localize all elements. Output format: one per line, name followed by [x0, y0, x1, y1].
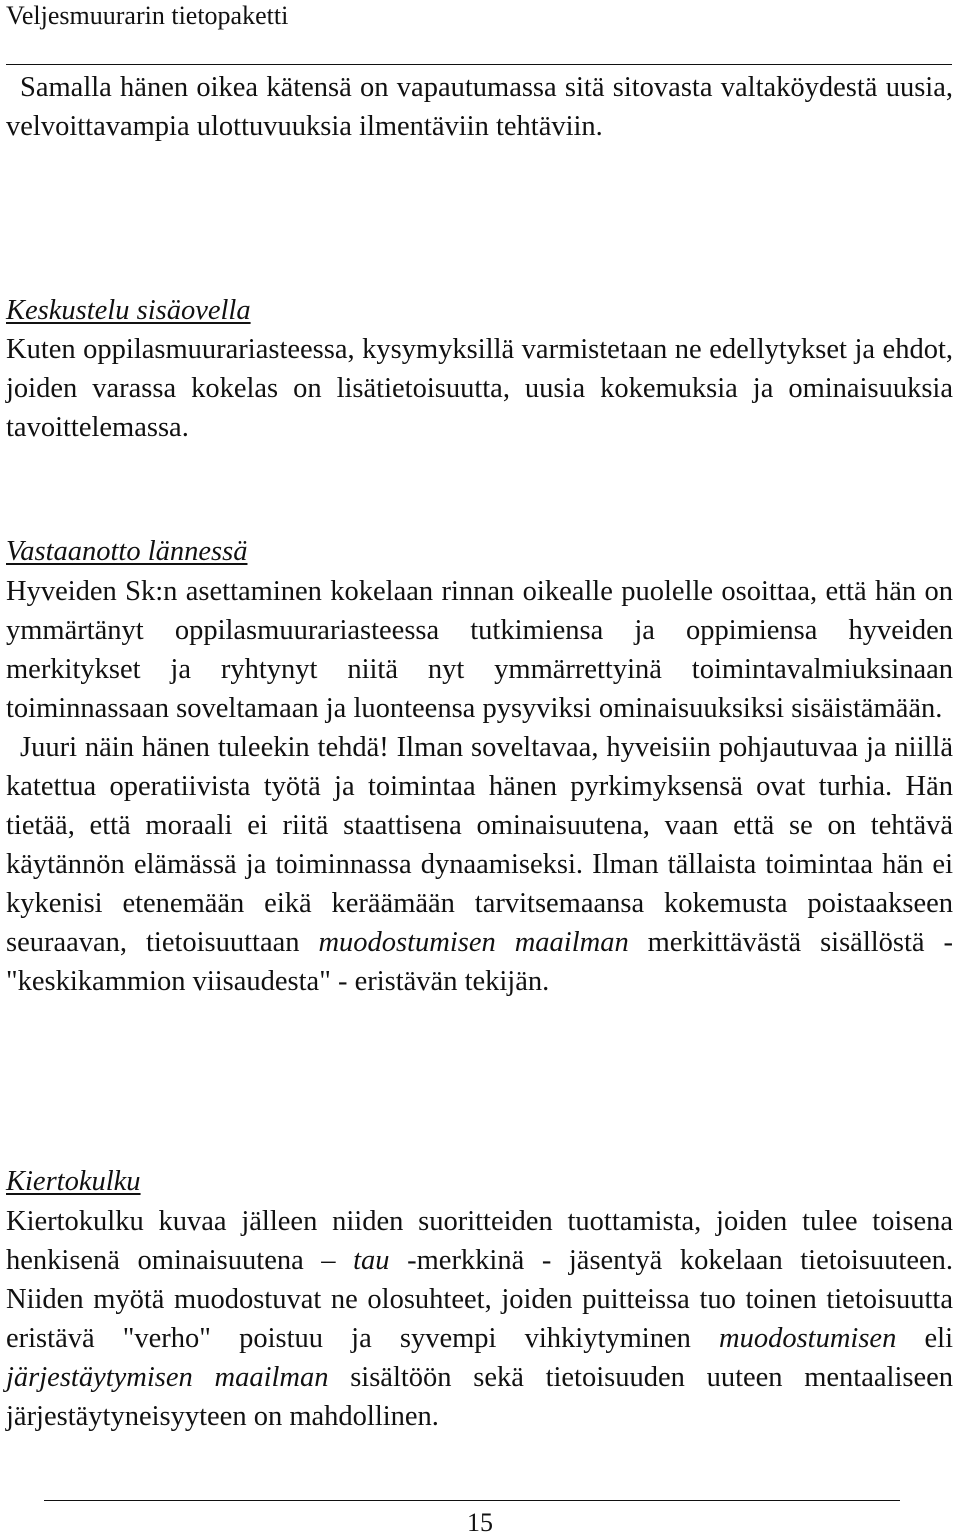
section-heading-keskustelu: Keskustelu sisäovella	[6, 295, 251, 326]
emphasis-text: muodostumisen	[719, 1323, 897, 1354]
emphasis-text: muodostumisen maailman	[318, 927, 629, 958]
paragraph: Samalla hänen oikea kätensä on vapautumassa sitä sitovasta valtaköydestä uusia, velvoittavampia ulottuvuuksia ilmentäviin tehtäviin.	[6, 72, 953, 142]
text-run: sisältöön sekä tietoisuuden uuteen mentaaliseen järjestäytyneisyyteen on mahdollinen.	[6, 1362, 953, 1432]
section-body-vastaanotto	[6, 572, 953, 1001]
page-number: 15	[467, 1508, 493, 1537]
text-run: eli	[896, 1323, 953, 1354]
continuation-paragraph	[6, 68, 953, 146]
text-run: Kiertokulku kuvaa jälleen niiden suoritteiden tuottamista, joiden tulee toisena henkisenä ominaisuutena –	[6, 1206, 953, 1276]
text-run: merkittävästä sisällöstä - "keskikammion viisaudesta" - eristävän tekijän.	[6, 927, 953, 997]
running-header: Veljesmuurarin tietopaketti	[6, 1, 289, 30]
section-heading-vastaanotto: Vastaanotto lännessä	[6, 536, 248, 567]
paragraph: Hyveiden Sk:n asettaminen kokelaan rinnan oikealle puolelle osoittaa, että hän on ymmärtänyt oppilasmuurariasteessa tutkimiensa ja oppimiensa hyveiden merkitykset ja ryhtynyt niitä nyt ymmärrettyinä toimintavalmiuksinaan toiminnassaan soveltamaan ja luonteensa pysyviksi ominaisuuksiksi sisäistämään.	[6, 576, 953, 724]
emphasis-text: tau	[353, 1245, 390, 1276]
emphasis-text: järjestäytymisen maailman	[6, 1362, 329, 1393]
paragraph	[6, 728, 953, 1001]
section-heading-kiertokulku: Kiertokulku	[6, 1166, 141, 1197]
section-body-kiertokulku	[6, 1202, 953, 1436]
paragraph: Kuten oppilasmuurariasteessa, kysymyksillä varmistetaan ne edellytykset ja ehdot, joiden varassa kokelas on lisätietoisuutta, uusia kokemuksia ja ominaisuuksia tavoittelemassa.	[6, 334, 953, 443]
paragraph	[6, 1202, 953, 1436]
text-run: -merkkinä - jäsentyä kokelaan tietoisuuteen. Niiden myötä muodostuvat ne olosuhteet, joiden puitteissa tuo toinen tietoisuutta eristävä "verho" poistuu ja syvempi vihkiytyminen	[6, 1245, 954, 1354]
header-rule	[6, 64, 952, 65]
section-body-keskustelu	[6, 330, 953, 447]
text-run: Juuri näin hänen tuleekin tehdä! Ilman soveltavaa, hyveisiin pohjautuvaa ja niillä katettua operatiivista työtä ja toimintaa hänen pyrkimyksensä ovat turhia. Hän tietää, että moraali ei riitä staattisena ominaisuutena, vaan että se on tehtävä käytännön elämässä ja toiminnassa dynaamiseksi. Ilman tällaista toimintaa hän ei kykenisi etenemään eikä keräämään tarvitsemaansa kokemusta poistaakseen seuraavan, tietoisuuttaan	[6, 732, 953, 958]
footer-rule	[44, 1500, 900, 1501]
